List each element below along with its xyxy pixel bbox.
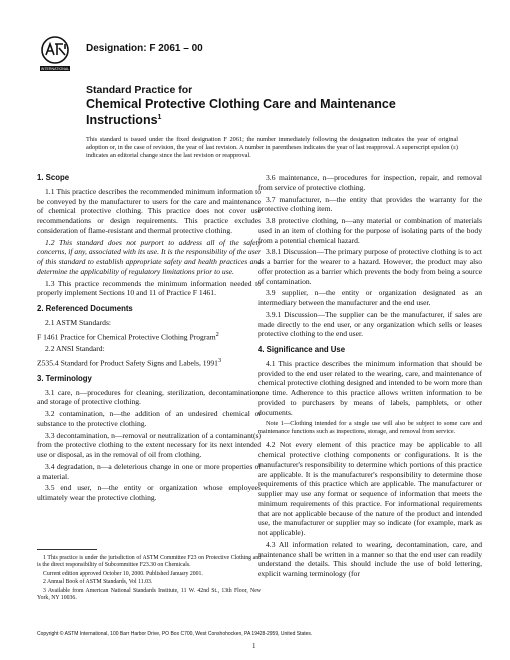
paragraph-1-3: 1.3 This practice recommends the minimum information needed to properly implement Sections 10 and 11 of Practice F 1461. xyxy=(37,278,261,298)
page-number: 1 xyxy=(252,642,256,650)
paragraph-3-8-1: 3.8.1 Discussion—The primary purpose of protective clothing is to act as a barrier for the wearer to a hazard. However, the product may also offer protection as a barrier which prevents the body from being a source of contamination. xyxy=(258,247,482,286)
footnote-2: 2 Annual Book of ASTM Standards, Vol 11.03. xyxy=(43,579,153,586)
footnote-divider xyxy=(37,549,97,550)
paragraph-1-2: 1.2 This standard does not purport to address all of the safety concerns, if any, associated with its use. It is the responsibility of the user of this standard to establish appropriate safety and health practices and determine the applicability of regulatory limitations prior to use. xyxy=(37,237,261,276)
paragraph-3-2: 3.2 contamination, n—the addition of an undesired chemical or substance to the protective clothing. xyxy=(37,409,261,428)
reference-z535: Z535.4 Standard for Product Safety Signs and Labels, 1991$^3$ xyxy=(37,356,222,368)
paragraph-3-5: 3.5 end user, n—the entity or organization whose employees ultimately wear the protective clothing. xyxy=(37,483,261,503)
paragraph-1-1: 1.1 This practice describes the recommended minimum information to be conveyed by the manufacturer to users for the care and maintenance of chemical protective clothing. This practice does not cover use recommendations or design requirements. This practice excludes consideration of flame-resistant and thermal protective clothing. xyxy=(37,186,261,235)
footnote-1-approval: Current edition approved October 10, 2000. Published January 2001. xyxy=(43,570,203,577)
paragraph-3-1: 3.1 care, n—procedures for cleaning, sterilization, decontamination, and storage of protective clothing. xyxy=(37,387,261,407)
paragraph-3-9: 3.9 supplier, n—the entity or organization designated as an intermediary between the manufacturer and the end user. xyxy=(258,288,482,307)
paragraph-3-9-1: 3.9.1 Discussion—The supplier can be the manufacturer, if sales are made directly to the end user, or any organization which sells or leases protective clothing to the end user. xyxy=(258,309,482,339)
note-1: Note 1—Clothing intended for a single use will also be subject to some care and maintenance functions such as inspections, storage, and removal from service. xyxy=(258,420,482,436)
title-footnote-mark: 1 xyxy=(157,114,162,121)
document-title xyxy=(86,84,426,127)
right-column xyxy=(258,173,482,581)
paragraph-2-2: 2.2 ANSI Standard: xyxy=(45,343,105,353)
copyright-line: Copyright © ASTM International, 100 Barr Harbor Drive, PO Box C700, West Conshohocken, PA 19428-2959, United States. xyxy=(37,631,313,637)
paragraph-3-7: 3.7 manufacturer, n—the entity that provides the warranty for the protective clothing item. xyxy=(258,194,482,214)
section-3-heading: 3. Terminology xyxy=(37,373,92,383)
footnote-1: 1 This practice is under the jurisdiction of ASTM Committee F23 on Protective Clothing and is the direct responsibility of Subcommittee F23.30 on Chemicals. xyxy=(37,555,261,569)
section-2-heading: 2. Referenced Documents xyxy=(37,304,133,313)
footnotes xyxy=(37,555,261,603)
title-line-3: Instructions$^1$ xyxy=(86,113,162,128)
paragraph-2-1: 2.1 ASTM Standards: xyxy=(45,317,112,327)
paragraph-3-8: 3.8 protective clothing, n—any material or combination of materials used in an item of clothing for the purpose of isolating parts of the body from a potential chemical hazard. xyxy=(258,216,482,245)
issued-note: This standard is issued under the fixed designation F 2061; the number immediately following the designation indicates the year of original adoption or, in the case of revision, the year of last revision. A number in parentheses indicates the year of last reapproval. A superscript epsilon (ε) indicates an editorial change since the last revision or reapproval. xyxy=(86,136,458,160)
title-line-2: Chemical Protective Clothing Care and Maintenance xyxy=(86,97,396,111)
section-4-heading: 4. Significance and Use xyxy=(258,345,346,354)
section-1-heading: 1. Scope xyxy=(37,173,70,182)
left-column xyxy=(37,173,261,505)
paragraph-3-6: 3.6 maintenance, n—procedures for inspection, repair, and removal from service of protective clothing. xyxy=(258,173,482,192)
designation: Designation: F 2061 – 00 xyxy=(86,43,203,54)
astm-logo xyxy=(38,35,72,75)
reference-f1461: F 1461 Practice for Chemical Protective Clothing Program$^2$ xyxy=(37,330,219,342)
paragraph-3-3: 3.3 decontamination, n—removal or neutralization of a contaminant(s) from the protective clothing to the extent necessary for its next intended use or disposal, as in the removal of oil from clothing. xyxy=(37,430,261,460)
footnote-3: 3 Available from American National Standards Institute, 11 W. 42nd St., 13th Floor, New York, NY 10036. xyxy=(37,587,261,602)
svg-text:INTERNATIONAL: INTERNATIONAL xyxy=(40,67,70,71)
paragraph-3-4: 3.4 degradation, n—a deleterious change in one or more properties of a material. xyxy=(37,461,261,481)
paragraph-4-2: 4.2 Not every element of this practice may be applicable to all chemical protective clothing components or configurations. It is the manufacturer's responsibility to determine which portions of this practice are applicable. It is the manufacturer's responsibility to determine those requirements of this practice which are applicable. The manufacturer or supplier may use any format or sequence of information that meets the minimum requirements of this practice. For informational requirements that are not applicable because of the nature of the product and intended use, the manufacturer or supplier may so indicate (for example, mark as not applicable). xyxy=(258,440,482,537)
title-line-1: Standard Practice for xyxy=(86,84,193,96)
paragraph-4-3: 4.3 All information related to wearing, decontamination, care, and maintenance shall be written in a manner so that the end user can readily understand the details. This should include the use of bold lettering, explicit warning terminology (for xyxy=(258,539,482,578)
paragraph-4-1: 4.1 This practice describes the minimum information that should be provided to the end user related to the wearing, care, and maintenance of chemical protective clothing designed and intended to be worn more than one time. Adherence to this practice allows written information to be provided to purchasers by means of labels, pamphlets, or other documents. xyxy=(258,358,482,417)
